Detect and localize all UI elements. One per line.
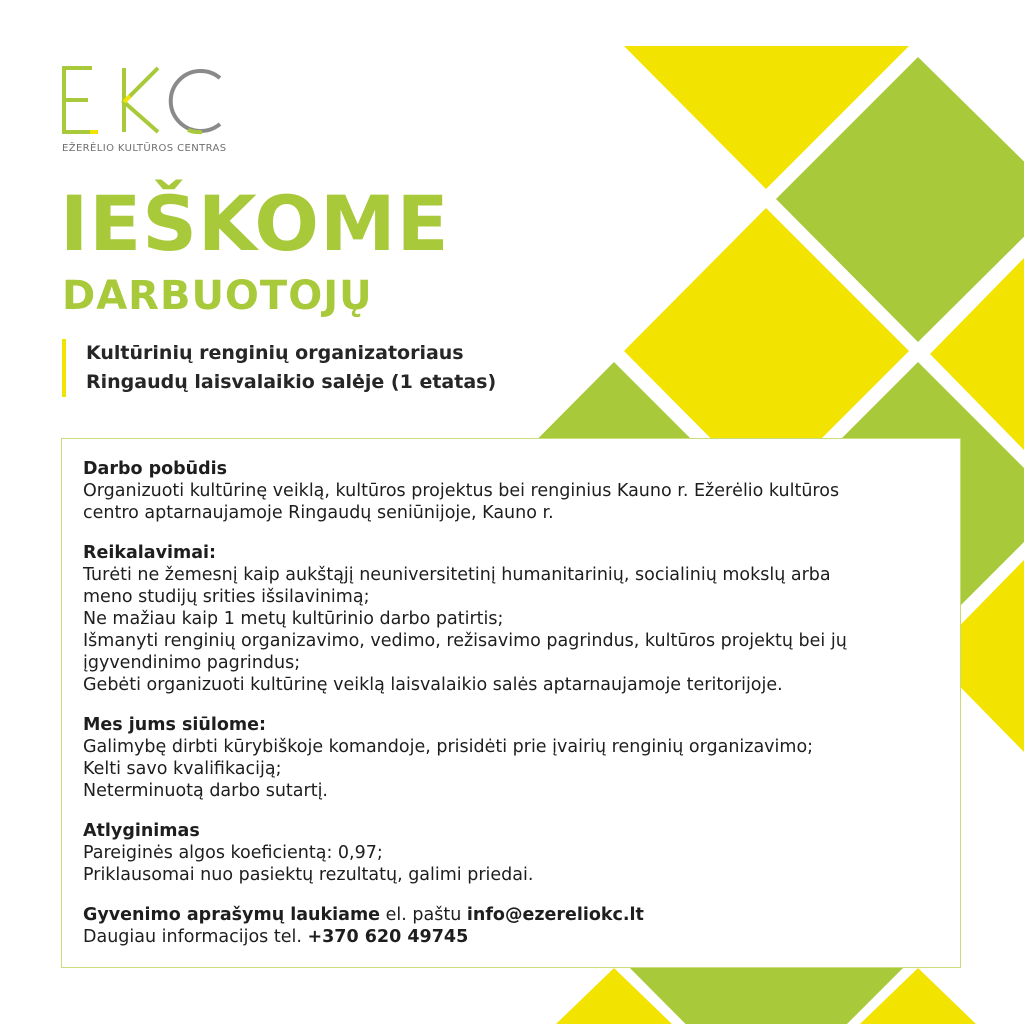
section-line: Turėti ne žemesnį kaip aukštąjį neuniversitetinį humanitarinių, socialinių mokslų arba: [83, 565, 831, 585]
section-line: įgyvendinimo pagrindus;: [83, 653, 301, 673]
section-line: Gebėti organizuoti kultūrinę veiklą laisvalaikio salės aptarnaujamoje teritorijoje.: [83, 675, 783, 695]
headline-title: IEŠKOME: [60, 179, 450, 268]
section-line: Išmanyti renginių organizavimo, vedimo, režisavimo pagrindus, kultūros projektų bei jų: [83, 631, 847, 651]
section-salary: [83, 820, 960, 886]
position-block: [62, 339, 546, 397]
section-line: Ne mažiau kaip 1 metų kultūrinio darbo patirtis;: [83, 609, 504, 629]
logo-caption: EŽERĖLIO KULTŪROS CENTRAS: [62, 143, 227, 154]
email-link[interactable]: info@ezereliokc.lt: [466, 905, 644, 925]
section-line: Priklausomai nuo pasiektų rezultatų, galimi priedai.: [83, 865, 534, 885]
phone-prefix: Daugiau informacijos tel.: [83, 927, 308, 947]
cv-label: Gyvenimo aprašymų laukiame: [83, 905, 381, 925]
section-title: Darbo pobūdis: [83, 459, 228, 479]
section-title: Reikalavimai:: [83, 543, 217, 563]
email-prefix: el. paštu: [380, 905, 467, 925]
headline-subtitle: DARBUOTOJŲ: [62, 273, 373, 319]
job-details-card: [61, 438, 961, 968]
position-line: Ringaudų laisvalaikio salėje (1 etatas): [86, 371, 497, 393]
section-line: meno studijų srities išsilavinimą;: [83, 587, 370, 607]
section-line: Neterminuotą darbo sutartį.: [83, 781, 328, 801]
phone-link[interactable]: +370 620 49745: [307, 927, 469, 947]
section-line: Pareiginės algos koeficientą: 0,97;: [83, 843, 383, 863]
section-line: Kelti savo kvalifikaciją;: [83, 759, 282, 779]
contact-email-line: [83, 904, 960, 926]
section-title: Atlyginimas: [83, 821, 200, 841]
section-requirements: [83, 542, 960, 696]
section-offer: [83, 714, 960, 802]
section-line: Organizuoti kultūrinę veiklą, kultūros projektus bei renginius Kauno r. Ežerėlio kultūros: [83, 481, 840, 501]
contact-phone-line: [83, 926, 960, 948]
position-line: Kultūrinių renginių organizatoriaus: [86, 342, 464, 364]
section-line: Galimybę dirbti kūrybiškoje komandoje, prisidėti prie įvairių renginių organizavimo;: [83, 737, 814, 757]
section-line: centro aptarnaujamoje Ringaudų seniūnijoje, Kauno r.: [83, 503, 554, 523]
section-work-nature: [83, 458, 960, 524]
section-contact: [83, 904, 960, 948]
section-title: Mes jums siūlome:: [83, 715, 266, 735]
logo-mark: [60, 62, 230, 142]
